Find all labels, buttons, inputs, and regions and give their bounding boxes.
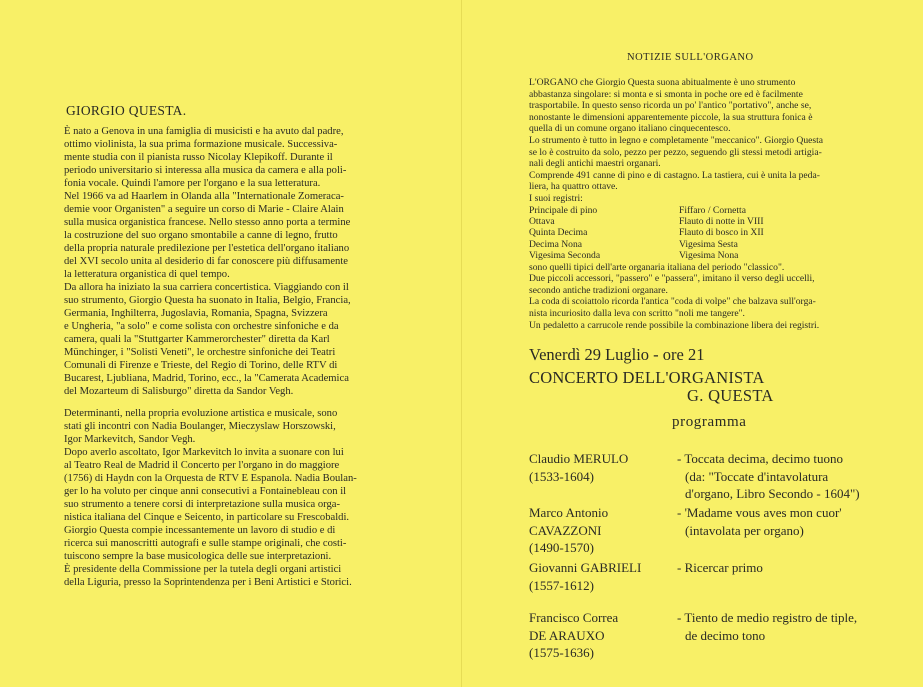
biography-line: fonia vocale. Quindi l'amore per l'organo e la sua letteratura.: [64, 178, 321, 189]
biography-line: della Liguria, presso la Soprintendenza per i Beni Artistici e Storici.: [64, 577, 352, 588]
composer-name: [529, 504, 679, 557]
organ-outro-line: Un pedaletto a carrucole rende possibile la combinazione libera dei registri.: [529, 319, 820, 331]
organ-outro-paragraph: [529, 262, 859, 332]
biography-line: Dopo averlo ascoltato, Igor Markevitch lo invita a suonare con lui: [64, 447, 344, 458]
biography-line: suo strumento a tenere corsi di interpretazione sulla musica orga-: [64, 499, 341, 510]
work-line: de decimo tono: [685, 627, 766, 643]
organ-intro-line: abbastanza singolare: si monta e si smonta in poche ore ed è facilmente: [529, 88, 803, 100]
event-date: Venerdì 29 Luglio - ore 21: [529, 345, 705, 364]
organ-outro-line: secondo antiche tradizioni organare.: [529, 284, 668, 296]
composer-line: Claudio MERULO: [529, 451, 629, 466]
register-name: Ottava: [529, 215, 555, 227]
biography-line: stati gli incontri con Nadia Boulanger, Mieczyslaw Horszowski,: [64, 421, 336, 432]
register-row: [529, 239, 859, 250]
composer-line: (1575-1636): [529, 645, 594, 660]
organ-intro-paragraph: [529, 77, 859, 205]
biography-line: e Ungheria, "a solo" e come solista con orchestre sinfoniche e da: [64, 321, 339, 332]
work-title: [677, 609, 913, 644]
work-line: - Ricercar primo: [677, 560, 763, 575]
organ-outro-line: nista incuriosito dalla leva con scritto "noli me tangere".: [529, 307, 745, 319]
page-fold-divider: [461, 0, 462, 687]
register-name: Flauto di notte in VIII: [679, 215, 764, 227]
work-line: - Tiento de medio registro de tiple,: [677, 610, 858, 625]
composer-line: Giovanni GABRIELI: [529, 560, 642, 575]
register-name: Vigesima Sesta: [679, 238, 738, 250]
organ-outro-line: sono quelli tipici dell'arte organaria italiana del periodo "classico".: [529, 261, 785, 273]
register-row: [529, 250, 859, 261]
biography-line: Nel 1966 va ad Haarlem in Olanda alla "Internationale Zomeraca-: [64, 191, 344, 202]
biography-line: Da allora ha iniziato la sua carriera concertistica. Viaggiando con il: [64, 282, 349, 293]
organ-notes-text: [529, 77, 859, 331]
organ-intro-line: nali degli antichi maestri organari.: [529, 158, 661, 170]
organ-intro-line: I suoi registri:: [529, 192, 583, 204]
register-name: Vigesima Nona: [679, 250, 739, 262]
organ-intro-line: nonostante le dimensioni apparentemente piccole, la sua struttura fonica è: [529, 111, 813, 123]
biography-line: Münchinger, i "Solisti Veneti", le orchestre sinfoniche dei Teatri: [64, 347, 336, 358]
event-performer: G. QUESTA: [687, 386, 774, 405]
biography-line: sulla musica organistica francese. Nello stesso anno porta a termine: [64, 217, 351, 228]
work-title: [677, 559, 913, 577]
biography-text: [64, 125, 398, 589]
organ-intro-line: Comprende 491 canne di pino e di castagno. La tastiera, cui è unita la peda-: [529, 169, 820, 181]
work-title: [677, 504, 913, 539]
composer-line: DE ARAUXO: [529, 627, 605, 643]
register-name: Flauto di bosco in XII: [679, 227, 764, 239]
biography-line: nistica italiana del Cinque e Seicento, in particolare su Frescobaldi.: [64, 512, 350, 523]
left-page: [0, 0, 460, 687]
organ-outro-line: Due piccoli accessori, "passero" e "passera", imitano il verso degli uccelli,: [529, 273, 815, 285]
organ-intro-line: trasportabile. In questo senso ricorda un po' l'antico "portativo", anche se,: [529, 100, 812, 112]
biography-line: (1756) di Haydn con la Orquesta de RTV E Espanola. Nadia Boulan-: [64, 473, 357, 484]
work-line: (intavolata per organo): [685, 522, 804, 538]
biography-line: ger lo ha voluto per cinque anni consecutivi a Fontainebleau con il: [64, 486, 347, 497]
organ-notes-heading: NOTIZIE SULL'ORGANO: [627, 52, 754, 63]
biography-line: al Teatro Real de Madrid il Concerto per l'organo in do maggiore: [64, 460, 340, 471]
biography-line: demie voor Organisten" a seguire un corso di Marie - Claire Alain: [64, 204, 344, 215]
biography-line: ricerca sui manoscritti autografi e sulle stampe originali, che costi-: [64, 538, 347, 549]
composer-name: [529, 609, 679, 662]
biography-heading: GIORGIO QUESTA.: [66, 103, 187, 118]
register-name: Quinta Decima: [529, 227, 588, 239]
biography-line: ottimo violinista, la sua prima formazione musicale. Successiva-: [64, 139, 338, 150]
biography-line: camera, quali la "Stuttgarter Kammerorchester" diretta da Karl: [64, 334, 330, 345]
biography-line: È presidente della Commissione per la tutela degli organi artistici: [64, 564, 342, 575]
composer-line: (1533-1604): [529, 468, 594, 484]
composer-line: (1557-1612): [529, 577, 594, 593]
organ-intro-line: Lo strumento è tutto in legno e completamente "meccanico". Giorgio Questa: [529, 134, 824, 146]
composer-line: Marco Antonio: [529, 505, 609, 520]
work-title: [677, 450, 913, 503]
organ-intro-line: quella di un comune organo italiano cinquecentesco.: [529, 123, 731, 135]
composer-name: [529, 450, 679, 485]
biography-line: la costruzione del suo organo smontabile a canne di legno, frutto: [64, 230, 338, 241]
biography-line: la letteratura organistica di quel tempo.: [64, 269, 230, 280]
biography-line: periodo universitario si interessa alla musica da camera e alla poli-: [64, 165, 347, 176]
registers-list: [529, 205, 859, 262]
register-row: [529, 205, 859, 216]
biography-line: del XVI secolo unita al desiderio di far conoscere più diffusamente: [64, 256, 348, 267]
biography-line: Bucarest, Ljubliana, Madrid, Torino, ecc., la "Camerata Academica: [64, 373, 349, 384]
register-row: [529, 227, 859, 238]
biography-line: suo strumento, Giorgio Questa ha suonato in Italia, Belgio, Francia,: [64, 295, 351, 306]
register-name: Decima Nona: [529, 238, 583, 250]
organ-intro-line: se lo è costruito da solo, pezzo per pezzo, seguendo gli stessi metodi artigia-: [529, 146, 822, 158]
program-heading: programma: [672, 414, 747, 430]
composer-line: (1490-1570): [529, 540, 594, 555]
organ-intro-line: L'ORGANO che Giorgio Questa suona abitualmente è uno strumento: [529, 77, 796, 88]
biography-line: mente studia con il pianista russo Nicolay Klepikoff. Durante il: [64, 152, 333, 163]
composer-line: Francisco Correa: [529, 610, 619, 625]
event-title: CONCERTO DELL'ORGANISTA: [529, 368, 765, 387]
biography-line: Igor Markevitch, Sandor Vegh.: [64, 434, 196, 445]
biography-line: Comunali di Firenze e Trieste, del Regio di Torino, delle RTV di: [64, 360, 338, 371]
composer-line: CAVAZZONI: [529, 522, 602, 538]
work-line: - 'Madame vous aves mon cuor': [677, 505, 842, 520]
right-page: [463, 0, 923, 687]
composer-name: [529, 559, 679, 594]
biography-line: tuiscono sempre la base musicologica delle sue interpretazioni.: [64, 551, 332, 562]
biography-line: È nato a Genova in una famiglia di musicisti e ha avuto dal padre,: [64, 126, 344, 137]
organ-intro-line: liera, ha quattro ottave.: [529, 181, 618, 193]
biography-line: della propria naturale predilezione per l'estetica dell'organo italiano: [64, 243, 350, 254]
biography-paragraph-1: [64, 125, 398, 398]
work-line: (da: "Toccate d'intavolatura: [685, 468, 829, 484]
work-line: d'organo, Libro Secondo - 1604"): [685, 486, 860, 501]
biography-paragraph-2: [64, 407, 398, 589]
register-row: [529, 216, 859, 227]
organ-outro-line: La coda di scoiattolo ricorda l'antica "coda di volpe" che balzava sull'orga-: [529, 296, 816, 308]
register-name: Vigesima Seconda: [529, 250, 601, 262]
biography-line: Giorgio Questa compie incessantemente un lavoro di studio e di: [64, 525, 336, 536]
biography-line: del Mozarteum di Salisburgo" diretta da Sandor Vegh.: [64, 386, 294, 397]
biography-line: Germania, Inghilterra, Jugoslavia, Romania, Spagna, Svizzera: [64, 308, 328, 319]
work-line: - Toccata decima, decimo tuono: [677, 451, 843, 466]
biography-line: Determinanti, nella propria evoluzione artistica e musicale, sono: [64, 408, 338, 419]
register-name: Fiffaro / Cornetta: [679, 204, 746, 216]
register-name: Principale di pino: [529, 204, 598, 216]
